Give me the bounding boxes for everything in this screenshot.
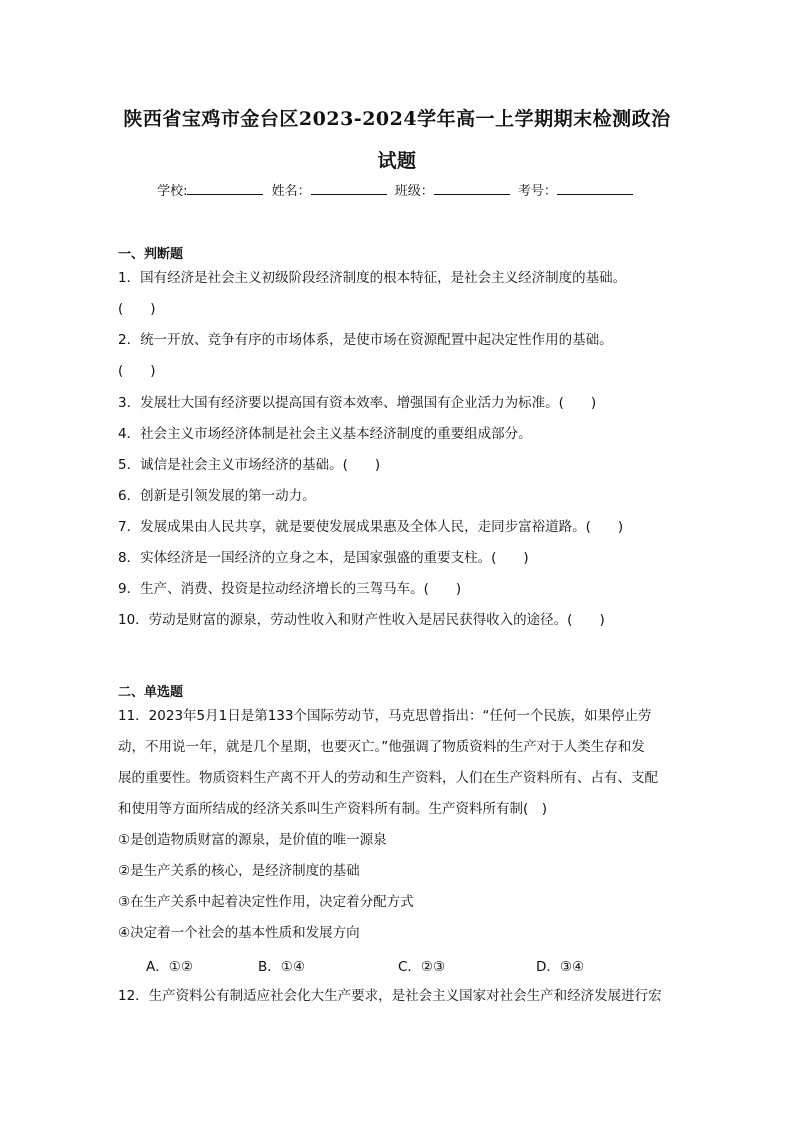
statement-1: ①是创造物质财富的源泉，是价值的唯一源泉 bbox=[118, 832, 387, 848]
page-title-continued: 试题 bbox=[377, 150, 417, 172]
section-heading-judgement: 一、判断题 bbox=[118, 247, 184, 262]
question-line: 3．发展壮大国有经济要以提高国有资本效率、增强国有企业活力为标准。( ) bbox=[118, 395, 597, 411]
question-line: 12．生产资料公有制适应社会化大生产要求，是社会主义国家对社会生产和经济发展进行宏 bbox=[118, 988, 662, 1004]
question-line: 4．社会主义市场经济体制是社会主义基本经济制度的重要组成部分。 bbox=[118, 426, 532, 442]
question-line: 动，不用说一年，就是几个星期，也要灭亡。”他强调了物质资料的生产对于人类生存和发 bbox=[118, 739, 645, 755]
option-a[interactable]: A．①② bbox=[146, 959, 193, 975]
school-field[interactable] bbox=[187, 182, 263, 195]
question-line: 2．统一开放、竞争有序的市场体系，是使市场在资源配置中起决定性作用的基础。 bbox=[118, 332, 613, 348]
question-line: 展的重要性。物质资料生产离不开人的劳动和生产资料，人们在生产资料所有、占有、支配 bbox=[118, 770, 658, 786]
question-line: 和使用等方面所结成的经济关系叫生产资料所有制。生产资料所有制( ) bbox=[118, 801, 548, 817]
name-field[interactable] bbox=[311, 182, 387, 195]
option-b[interactable]: B．①④ bbox=[258, 959, 305, 975]
question-line: 11．2023年5月1日是第133个国际劳动节，马克思曾指出：“任何一个民族，如果停止劳 bbox=[118, 708, 652, 724]
question-line: 8．实体经济是一国经济的立身之本，是国家强盛的重要支柱。( ) bbox=[118, 550, 529, 566]
question-line: 7．发展成果由人民共享，就是要使发展成果惠及全体人民，走同步富裕道路。( ) bbox=[118, 519, 624, 535]
student-info-row bbox=[0, 180, 794, 199]
section-heading-single-choice: 二、单选题 bbox=[118, 685, 184, 700]
page-title: 陕西省宝鸡市金台区2023-2024学年高一上学期期末检测政治 bbox=[123, 108, 671, 130]
question-line: 5．诚信是社会主义市场经济的基础。( ) bbox=[118, 457, 381, 473]
statement-3: ③在生产关系中起着决定性作用，决定着分配方式 bbox=[118, 894, 414, 910]
option-d[interactable]: D．③④ bbox=[536, 959, 585, 975]
exam-no-label: 考号： bbox=[517, 184, 557, 199]
question-line: ( ) bbox=[118, 301, 156, 317]
class-label: 班级： bbox=[394, 184, 434, 199]
question-line: 1．国有经济是社会主义初级阶段经济制度的根本特征，是社会主义经济制度的基础。 bbox=[118, 270, 627, 286]
question-line: ( ) bbox=[118, 363, 156, 379]
question-line: 6．创新是引领发展的第一动力。 bbox=[118, 488, 316, 504]
statement-2: ②是生产关系的核心，是经济制度的基础 bbox=[118, 863, 360, 879]
statement-4: ④决定着一个社会的基本性质和发展方向 bbox=[118, 925, 360, 941]
option-c[interactable]: C．②③ bbox=[398, 959, 446, 975]
class-field[interactable] bbox=[434, 182, 510, 195]
exam-no-field[interactable] bbox=[557, 182, 633, 195]
question-line: 10．劳动是财富的源泉，劳动性收入和财产性收入是居民获得收入的途径。( ) bbox=[118, 612, 605, 628]
name-label: 姓名： bbox=[271, 184, 311, 199]
school-label: 学校: bbox=[157, 184, 188, 199]
question-line: 9．生产、消费、投资是拉动经济增长的三驾马车。( ) bbox=[118, 581, 462, 597]
